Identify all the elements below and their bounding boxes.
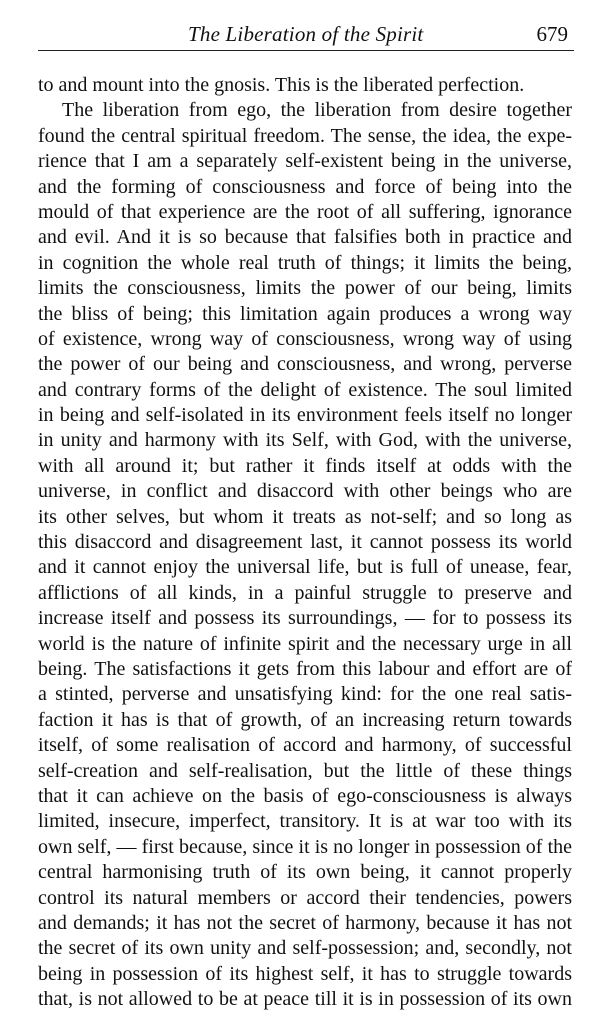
text-line: that it can achieve on the basis of ego-consciousness is always [38,784,572,807]
text-line: limited, insecure, imperfect, transitory. It is at war too with its [38,810,572,833]
text-line: the power of our being and consciousness, and wrong, perverse [38,353,572,376]
text-line: in cognition the whole real truth of things; it limits the being, [38,251,572,274]
text-line: found the central spiritual freedom. The sense, the idea, the expe- [38,124,572,147]
text-line: that, is not allowed to be at peace till it is in possession of its own [38,988,572,1011]
text-line: world is the nature of infinite spirit and the necessary urge in all [38,632,572,655]
text-line: central harmonising truth of its own being, it cannot properly [38,861,572,884]
running-head [38,18,572,48]
text-line: limits the consciousness, limits the power of our being, limits [38,277,572,300]
text-line: increase itself and possess its surroundings, — for to possess its [38,607,572,630]
text-line: and demands; it has not the secret of harmony, because it has not [38,911,572,934]
text-line: universe, in conflict and disaccord with other beings who are [38,480,572,503]
text-line: its other selves, but whom it treats as not-self; and so long as [38,505,572,528]
text-line: to and mount into the gnosis. This is the liberated perfection. [38,74,525,96]
running-title: The Liberation of the Spirit [188,22,424,46]
text-line: being. The satisfactions it gets from this labour and effort are of [38,657,572,680]
text-line: the secret of its own unity and self-possession; and, secondly, not [38,937,572,960]
text-line: afflictions of all kinds, in a painful struggle to preserve and [38,581,572,604]
text-line: mould of that experience are the root of all suffering, ignorance [38,200,572,223]
text-line: and evil. And it is so because that falsifies both in practice and [38,226,572,249]
text-line: faction it has is that of growth, of an increasing return towards [38,708,572,731]
text-line: this disaccord and disagreement last, it cannot possess its world [38,531,572,554]
text-line: and contrary forms of the delight of existence. The soul limited [38,378,572,401]
text-line: itself, of some realisation of accord and harmony, of successful [38,734,572,757]
text-line: of existence, wrong way of consciousness, wrong way of using [38,327,572,350]
text-line: self-creation and self-realisation, but the little of these things [38,759,572,782]
text-line: The liberation from ego, the liberation from desire together [62,99,572,122]
text-line: being in possession of its highest self, it has to struggle towards [38,962,572,985]
text-line: in being and self-isolated in its environment feels itself no longer [38,404,572,427]
header-rule [38,50,574,51]
body-text [38,73,572,1012]
text-line: a stinted, perverse and unsatisfying kind: for the one real satis- [38,683,572,706]
text-line: rience that I am a separately self-existent being in the universe, [38,150,572,173]
text-line: and the forming of consciousness and force of being into the [38,175,572,198]
text-line: control its natural members or accord their tendencies, powers [38,886,572,909]
page-number: 679 [536,22,568,46]
text-line: in unity and harmony with its Self, with God, with the universe, [38,429,572,452]
text-line: own self, — first because, since it is no longer in possession of the [38,835,572,858]
text-line: the bliss of being; this limitation again produces a wrong way [38,302,572,325]
text-line: with all around it; but rather it finds itself at odds with the [38,454,572,477]
text-line: and it cannot enjoy the universal life, but is full of unease, fear, [38,556,572,579]
